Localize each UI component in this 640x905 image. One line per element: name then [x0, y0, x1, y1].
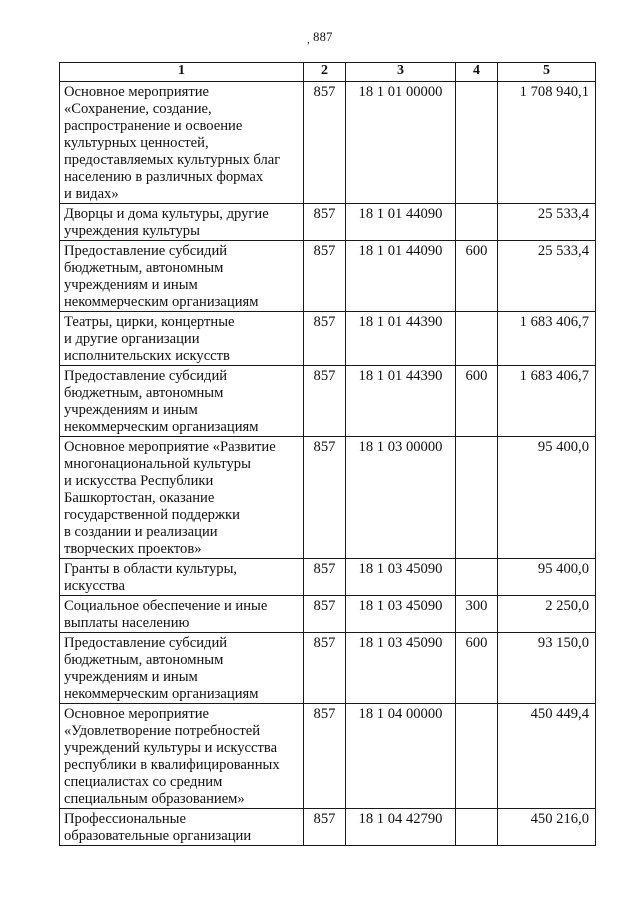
table-body — [60, 82, 596, 846]
row-name-line: Предоставление субсидий — [64, 635, 228, 651]
page-number — [0, 30, 640, 45]
row-name — [60, 366, 304, 437]
table-row — [60, 559, 596, 596]
row-name — [60, 704, 304, 809]
row-ved-code: 857 — [304, 366, 346, 437]
table-row — [60, 809, 596, 846]
row-name-line: Основное мероприятие — [64, 706, 210, 722]
row-ved-code: 857 — [304, 312, 346, 366]
table-row — [60, 366, 596, 437]
row-amount: 450 449,4 — [498, 704, 596, 809]
row-amount: 1 708 940,1 — [498, 82, 596, 204]
row-name-line: учреждений культуры и искусства — [64, 740, 278, 756]
row-name-line: республики в квалифицированных — [64, 757, 280, 773]
table-row — [60, 437, 596, 559]
row-name-line: специальным образованием» — [64, 791, 245, 807]
header-col-1: 1 — [60, 63, 304, 82]
row-name — [60, 596, 304, 633]
row-name-line: и искусства Республики — [64, 473, 214, 489]
row-name-line: учреждениям и иным — [64, 402, 198, 418]
row-csr-code: 18 1 03 45090 — [346, 596, 456, 633]
row-ved-code: 857 — [304, 596, 346, 633]
row-vr-code: 600 — [456, 366, 498, 437]
header-col-4: 4 — [456, 63, 498, 82]
row-name — [60, 241, 304, 312]
row-name — [60, 204, 304, 241]
row-amount: 93 150,0 — [498, 633, 596, 704]
row-vr-code: 600 — [456, 633, 498, 704]
row-name-line: Дворцы и дома культуры, другие — [64, 206, 269, 222]
row-ved-code: 857 — [304, 704, 346, 809]
row-csr-code: 18 1 03 00000 — [346, 437, 456, 559]
row-name-line: бюджетным, автономным — [64, 260, 224, 276]
row-vr-code: 300 — [456, 596, 498, 633]
row-name-line: в создании и реализации — [64, 524, 218, 540]
row-name-line: Башкортостан, оказание — [64, 490, 215, 506]
row-name-line: специалистах со средним — [64, 774, 223, 790]
row-name-line: населению в различных формах — [64, 169, 264, 185]
row-name — [60, 312, 304, 366]
row-name-line: распространение и освоение — [64, 118, 243, 134]
row-csr-code: 18 1 01 44390 — [346, 366, 456, 437]
row-ved-code: 857 — [304, 82, 346, 204]
row-name-line: исполнительских искусств — [64, 348, 230, 364]
row-name — [60, 82, 304, 204]
row-csr-code: 18 1 01 44090 — [346, 204, 456, 241]
row-name-line: выплаты населению — [64, 615, 190, 631]
header-col-2: 2 — [304, 63, 346, 82]
row-name-line: многонациональной культуры — [64, 456, 251, 472]
row-name-line: Предоставление субсидий — [64, 243, 228, 259]
row-name-line: Профессиональные — [64, 811, 186, 827]
table-row — [60, 704, 596, 809]
table-row — [60, 204, 596, 241]
table-row — [60, 82, 596, 204]
header-col-5: 5 — [498, 63, 596, 82]
row-amount: 25 533,4 — [498, 204, 596, 241]
row-name-line: образовательные организации — [64, 828, 252, 844]
row-csr-code: 18 1 01 44390 — [346, 312, 456, 366]
row-amount: 450 216,0 — [498, 809, 596, 846]
row-name-line: Театры, цирки, концертные — [64, 314, 235, 330]
row-vr-code — [456, 204, 498, 241]
table-row — [60, 633, 596, 704]
row-name-line: некоммерческим организациям — [64, 686, 259, 702]
table-row — [60, 241, 596, 312]
row-vr-code — [456, 559, 498, 596]
row-ved-code: 857 — [304, 437, 346, 559]
row-name-line: государственной поддержки — [64, 507, 240, 523]
row-amount: 25 533,4 — [498, 241, 596, 312]
row-name-line: «Удовлетворение потребностей — [64, 723, 261, 739]
page-number-value: 887 — [313, 30, 333, 44]
row-amount: 1 683 406,7 — [498, 366, 596, 437]
row-name — [60, 437, 304, 559]
row-name — [60, 559, 304, 596]
row-vr-code — [456, 82, 498, 204]
row-name-line: и другие организации — [64, 331, 200, 347]
row-name-line: бюджетным, автономным — [64, 652, 224, 668]
row-name-line: культурных ценностей, — [64, 135, 209, 151]
row-name-line: некоммерческим организациям — [64, 419, 259, 435]
row-amount: 1 683 406,7 — [498, 312, 596, 366]
row-name-line: учреждения культуры — [64, 223, 200, 239]
header-row — [60, 63, 596, 82]
header-col-3: 3 — [346, 63, 456, 82]
row-ved-code: 857 — [304, 204, 346, 241]
row-name-line: бюджетным, автономным — [64, 385, 224, 401]
row-csr-code: 18 1 04 00000 — [346, 704, 456, 809]
row-name — [60, 633, 304, 704]
row-vr-code — [456, 312, 498, 366]
row-csr-code: 18 1 03 45090 — [346, 633, 456, 704]
row-amount: 95 400,0 — [498, 437, 596, 559]
row-name-line: «Сохранение, создание, — [64, 101, 212, 117]
row-name-line: искусства — [64, 578, 125, 594]
row-name-line: Социальное обеспечение и иные — [64, 598, 268, 614]
row-csr-code: 18 1 01 00000 — [346, 82, 456, 204]
table-row — [60, 312, 596, 366]
row-csr-code: 18 1 03 45090 — [346, 559, 456, 596]
row-name-line: творческих проектов» — [64, 541, 202, 557]
row-csr-code: 18 1 01 44090 — [346, 241, 456, 312]
row-vr-code — [456, 437, 498, 559]
row-name-line: Основное мероприятие — [64, 84, 210, 100]
row-ved-code: 857 — [304, 241, 346, 312]
page-mark: , — [307, 35, 311, 46]
row-vr-code — [456, 809, 498, 846]
row-vr-code: 600 — [456, 241, 498, 312]
row-vr-code — [456, 704, 498, 809]
row-csr-code: 18 1 04 42790 — [346, 809, 456, 846]
row-name-line: и видах» — [64, 186, 119, 202]
row-ved-code: 857 — [304, 809, 346, 846]
row-name-line: Гранты в области культуры, — [64, 561, 238, 577]
row-ved-code: 857 — [304, 633, 346, 704]
row-name-line: Основное мероприятие «Развитие — [64, 439, 276, 455]
row-name-line: некоммерческим организациям — [64, 294, 259, 310]
row-amount: 2 250,0 — [498, 596, 596, 633]
row-ved-code: 857 — [304, 559, 346, 596]
row-amount: 95 400,0 — [498, 559, 596, 596]
row-name-line: Предоставление субсидий — [64, 368, 228, 384]
row-name-line: учреждениям и иным — [64, 669, 198, 685]
row-name-line: учреждениям и иным — [64, 277, 198, 293]
row-name-line: предоставляемых культурных благ — [64, 152, 281, 168]
budget-table — [59, 62, 596, 846]
row-name — [60, 809, 304, 846]
table-row — [60, 596, 596, 633]
